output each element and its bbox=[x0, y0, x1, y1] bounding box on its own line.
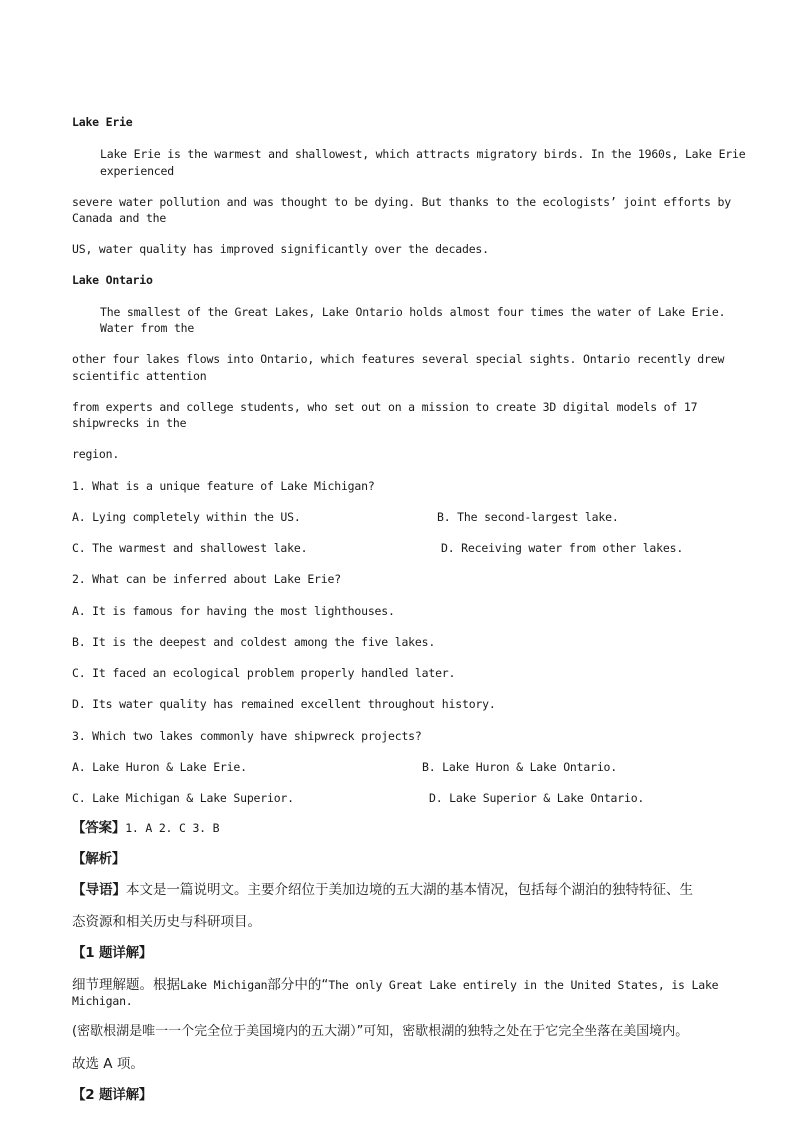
option-d: D. Lake Superior & Lake Ontario. bbox=[429, 791, 645, 805]
q2-detail-heading-line bbox=[72, 1087, 152, 1103]
option-c: C. It faced an ecological problem properly handled later. bbox=[72, 666, 456, 680]
option-b: B. It is the deepest and coldest among the five lakes. bbox=[72, 635, 436, 649]
analysis-label-line bbox=[72, 851, 125, 867]
ontario-heading: Lake Ontario bbox=[72, 273, 153, 287]
ontario-paragraph-line: shipwrecks in the bbox=[72, 416, 187, 430]
ontario-paragraph-line: scientific attention bbox=[72, 369, 207, 383]
guide-line-2: 态资源和相关历史与科研项目。 bbox=[72, 914, 261, 930]
erie-heading: Lake Erie bbox=[72, 115, 133, 129]
erie-paragraph-line: severe water pollution and was thought to be dying. But thanks to the ecologists’ joint efforts by bbox=[72, 195, 731, 209]
guide-label: 【导语】 bbox=[72, 882, 126, 898]
answer-text: 1. A 2. C 3. B bbox=[125, 821, 220, 835]
erie-paragraph-line: Canada and the bbox=[72, 211, 167, 225]
erie-paragraph-line: US, water quality has improved significantly over the decades. bbox=[72, 242, 489, 256]
q1-detail-line: Michigan. bbox=[72, 994, 133, 1008]
option-d: D. Its water quality has remained excellent throughout history. bbox=[72, 697, 496, 711]
option-a: A. Lying completely within the US. bbox=[72, 510, 301, 524]
analysis-label: 【解析】 bbox=[72, 851, 126, 867]
option-a: A. Lake Huron & Lake Erie. bbox=[72, 760, 247, 774]
q1-detail-quote: The only Great Lake entirely in the United States, is Lake bbox=[328, 978, 719, 992]
q1-detail-label: 【1 题详解】 bbox=[72, 945, 153, 961]
question-stem: 1. What is a unique feature of Lake Michigan? bbox=[72, 479, 375, 493]
q1-detail-heading-line bbox=[72, 945, 152, 961]
ontario-paragraph-line: region. bbox=[72, 447, 120, 461]
q1-detail-line bbox=[72, 977, 718, 993]
option-c: C. Lake Michigan & Lake Superior. bbox=[72, 791, 294, 805]
q1-detail-translation: (密歇根湖是唯一一个完全位于美国境内的五大湖）”可知，密歇根湖的独特之处在于它完全坐落在美国境内。 bbox=[72, 1024, 689, 1039]
erie-paragraph-line: experienced bbox=[100, 164, 174, 178]
option-b: B. The second-largest lake. bbox=[437, 510, 619, 524]
option-d: D. Receiving water from other lakes. bbox=[441, 541, 684, 555]
ontario-paragraph-line: from experts and college students, who set out on a mission to create 3D digital models of 17 bbox=[72, 400, 698, 414]
q1-conclusion: 故选 A 项。 bbox=[72, 1056, 144, 1072]
q1-detail-en: Lake Michigan bbox=[180, 978, 268, 992]
option-b: B. Lake Huron & Lake Ontario. bbox=[422, 760, 617, 774]
ontario-paragraph-line: Water from the bbox=[100, 321, 195, 335]
guide-text: 本文是一篇说明文。主要介绍位于美加边境的五大湖的基本情况，包括每个湖泊的独特特征、生 bbox=[126, 882, 693, 898]
q1-detail-cn: 细节理解题。根据 bbox=[72, 977, 180, 993]
guide-line bbox=[72, 882, 693, 898]
ontario-paragraph-line: other four lakes flows into Ontario, which features several special sights. Ontario recently drew bbox=[72, 352, 725, 366]
answer-label: 【答案】 bbox=[72, 820, 126, 836]
q2-detail-label: 【2 题详解】 bbox=[72, 1087, 153, 1103]
answer-line bbox=[72, 820, 219, 836]
q1-detail-cn2: 部分中的“ bbox=[267, 977, 329, 993]
ontario-paragraph-line: The smallest of the Great Lakes, Lake Ontario holds almost four times the water of Lake Erie. bbox=[100, 305, 726, 319]
erie-paragraph-line: Lake Erie is the warmest and shallowest, which attracts migratory birds. In the 1960s, Lake Erie bbox=[100, 147, 746, 161]
question-stem: 2. What can be inferred about Lake Erie? bbox=[72, 572, 341, 586]
question-stem: 3. Which two lakes commonly have shipwreck projects? bbox=[72, 729, 422, 743]
option-c: C. The warmest and shallowest lake. bbox=[72, 541, 308, 555]
option-a: A. It is famous for having the most lighthouses. bbox=[72, 604, 395, 618]
